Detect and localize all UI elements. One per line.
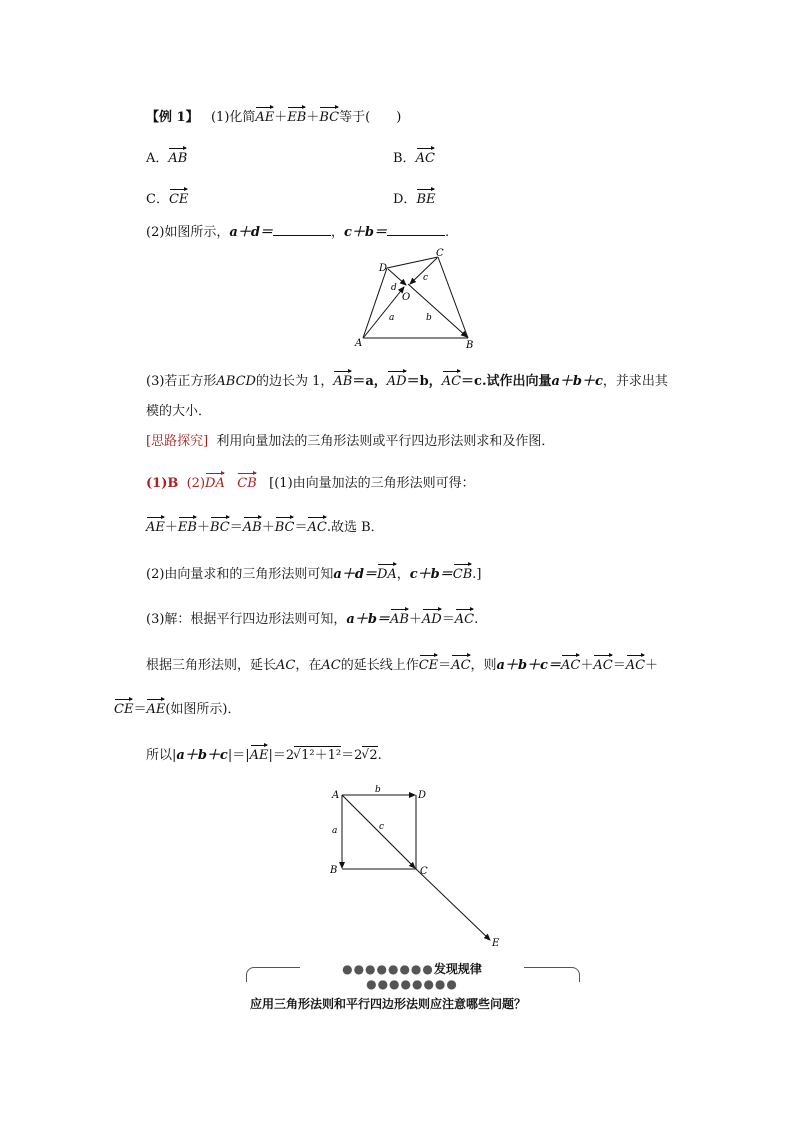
label-c: c (423, 273, 429, 283)
label-b2: b (375, 785, 381, 795)
rule-dots-left: ●●●●●●●● (342, 962, 434, 976)
label-B: B (466, 340, 474, 351)
figure-square (322, 782, 512, 950)
answer-blank-2[interactable] (387, 223, 445, 236)
label-C2: C (420, 866, 428, 877)
label-b: b (426, 313, 432, 323)
label-C: C (436, 248, 444, 259)
label-D: D (379, 263, 388, 274)
answer-line-1: (1)B (2)DA CB [(1)由向量加法的三角形法则可得： (146, 471, 475, 493)
edge-dc (387, 257, 438, 268)
thinking-line: [思路探究] 利用向量加法的三角形法则或平行四边形法则求和及作图． (146, 434, 555, 449)
option-a: A．AB (146, 146, 187, 168)
rule-question: 应用三角形法则和平行四边形法则应注意哪些问题？ (250, 997, 527, 1011)
label-D2: D (418, 790, 427, 801)
label-a2: a (332, 826, 338, 836)
option-b: B．AC (393, 146, 435, 168)
label-d: d (391, 283, 397, 293)
edge-cb (438, 257, 468, 338)
example-question-3-cont: 模的大小． (146, 404, 212, 419)
sqrt-1: √ 1²＋1² (293, 747, 342, 763)
answer-blank-1[interactable] (273, 223, 331, 236)
example-tag: 【例 1】 (146, 110, 199, 125)
option-c: C．CE (146, 187, 188, 209)
answer-line-6: CE＝AE(如图所示)． (114, 697, 241, 719)
answer-line-7: 所以|a＋b＋c|＝|AE|＝2 √ 1²＋1²＝2 √ 2. (146, 743, 382, 765)
answer-line-3: (2)由向量求和的三角形法则可知a＋d＝DA，c＋b＝CB.] (146, 562, 482, 584)
edge-da (363, 268, 387, 338)
answer-line-4: (3)解：根据平行四边形法则可知，a＋b＝AB＋AD＝AC. (146, 607, 478, 629)
label-A: A (355, 338, 363, 349)
thinking-tag: [思路探究] (146, 434, 209, 449)
answer-line-5: 根据三角形法则，延长AC，在AC的延长线上作CE＝AC，则a＋b＋c＝AC＋AC＝AC＋ (146, 653, 658, 675)
label-a: a (389, 313, 395, 323)
label-B2: B (330, 865, 338, 876)
rule-title: ●●●●●●●●发现规律●●●●●●●● (300, 960, 524, 991)
label-A2: A (332, 790, 340, 801)
label-c2: c (379, 822, 385, 832)
example-question-3: (3)若正方形ABCD的边长为 1，AB＝a，AD＝b，AC＝c.试作出向量a＋b＋c，并求出其 (146, 369, 668, 391)
answer-line-2: AE＋EB＋BC＝AB＋BC＝AC.故选 B． (146, 515, 384, 537)
example-question-2: (2)如图所示，a＋d＝ ，c＋b＝ . (146, 225, 450, 240)
vector-a (364, 287, 404, 337)
label-E2: E (492, 938, 500, 949)
figure-quadrilateral (350, 248, 490, 352)
label-O: O (402, 292, 411, 303)
sqrt-2: √ 2 (361, 747, 378, 763)
rule-dots-right: ●●●●●●●● (366, 977, 458, 991)
example-question-1: 【例 1】 (1)化简AE＋EB＋BC等于( ) (146, 105, 401, 127)
vector-ce (416, 869, 490, 940)
option-d: D．BE (393, 187, 435, 209)
